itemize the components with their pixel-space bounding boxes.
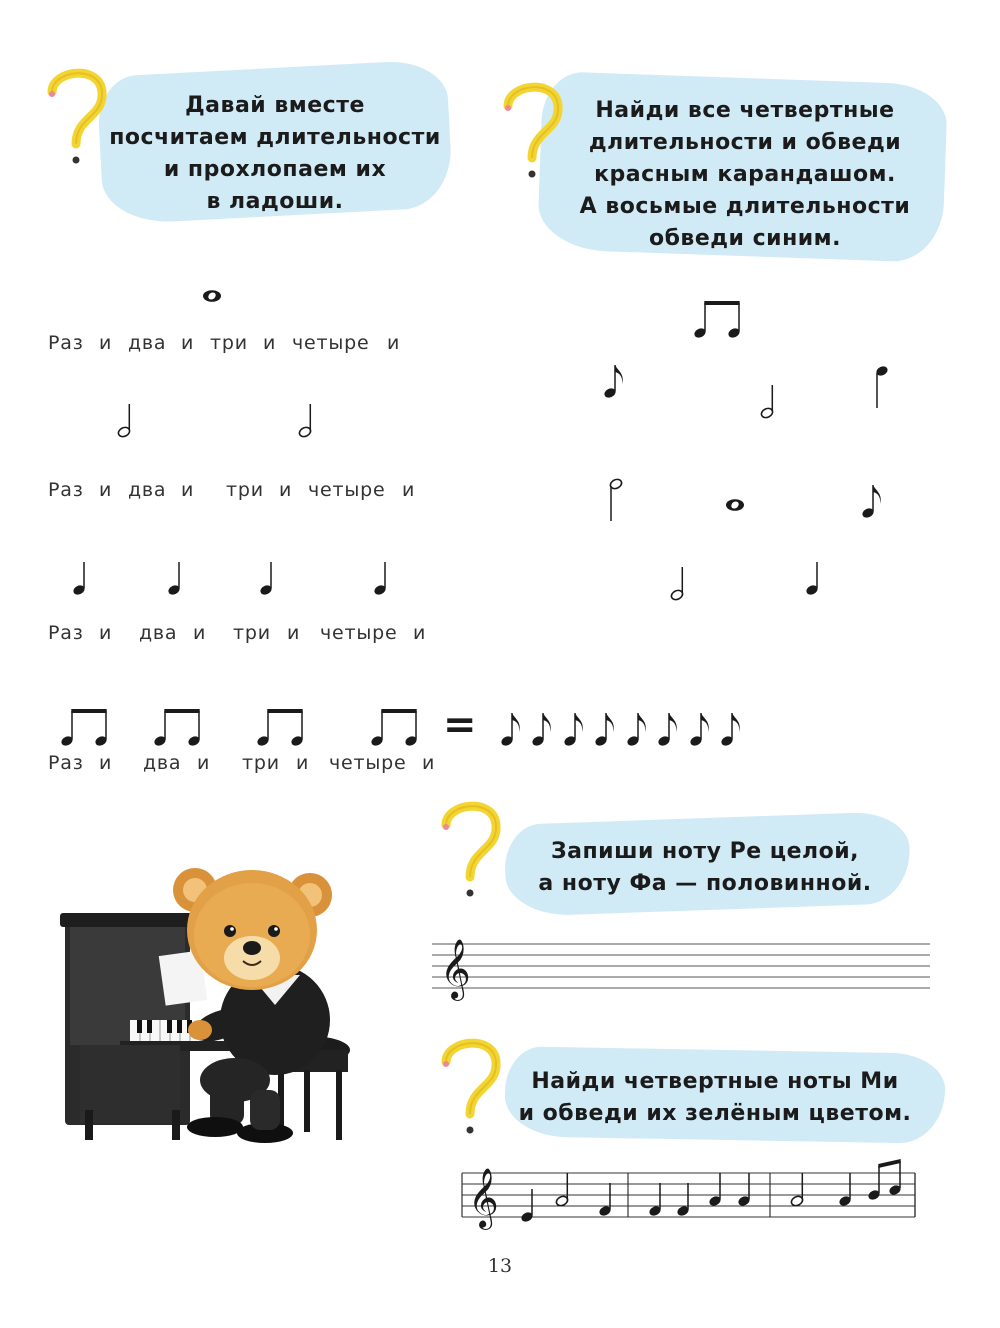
syllable: и: [287, 622, 301, 644]
syllable: четыре: [329, 752, 407, 774]
quarter-note: [373, 562, 387, 596]
quarter-note: [838, 1173, 852, 1207]
half-note: [117, 404, 131, 438]
eighth-note: [531, 713, 551, 747]
eighth-note: [563, 713, 583, 747]
syllable: и: [99, 479, 113, 501]
syllable: два: [143, 752, 182, 774]
quarter-note: [676, 1183, 690, 1217]
task-line: в ладоши.: [206, 189, 344, 214]
eighth-pair: [256, 709, 304, 747]
half-note: [760, 385, 774, 419]
eighth-note: [861, 485, 881, 519]
eighth-pair: [693, 301, 741, 339]
task-line: обведи синим.: [648, 226, 842, 251]
syllable: Раз: [48, 479, 84, 501]
eighth-note: [626, 713, 646, 747]
syllable: Раз: [48, 332, 84, 354]
syllable: два: [128, 332, 167, 354]
task-line: А восьмые длительности: [579, 194, 911, 219]
task-line: и прохлопаем их: [163, 157, 387, 182]
syllable: два: [128, 479, 167, 501]
task-line: Давай вместе: [185, 93, 365, 118]
syllable: и: [387, 332, 401, 354]
syllable: и: [279, 479, 293, 501]
syllable: и: [402, 479, 416, 501]
half-note: [790, 1173, 804, 1207]
quarter-note: [737, 1173, 751, 1207]
quarter-note: [708, 1173, 722, 1207]
syllable: Раз: [48, 622, 84, 644]
eighth-note: [603, 365, 623, 399]
task-line: и обведи их зелёным цветом.: [518, 1101, 912, 1126]
eighth-note: [500, 713, 520, 747]
teddy-bear-piano-illustration: [60, 855, 360, 1155]
task-line: посчитаем длительности: [109, 125, 441, 150]
whole-note: [726, 499, 744, 511]
half-note-stem-down: [609, 478, 623, 521]
eighth-note: [720, 713, 740, 747]
quarter-note: [648, 1183, 662, 1217]
syllable: и: [99, 332, 113, 354]
quarter-note: [805, 562, 819, 596]
syllable: и: [99, 622, 113, 644]
quarter-note-stem-down: [875, 365, 889, 408]
half-note: [670, 567, 684, 601]
whole-note: [203, 290, 221, 302]
eighth-note: [657, 713, 677, 747]
syllable: и: [263, 332, 277, 354]
eighth-pair: [60, 709, 108, 747]
half-note: [298, 404, 312, 438]
half-note: [555, 1173, 569, 1207]
syllable: и: [413, 622, 427, 644]
treble-clef-icon: 𝄞: [440, 939, 471, 999]
syllable: и: [99, 752, 113, 774]
task-line: Найди все четвертные: [595, 98, 895, 123]
equals-sign: =: [443, 702, 477, 748]
task-line: Найди четвертные ноты Ми: [531, 1069, 899, 1094]
syllable: и: [197, 752, 211, 774]
empty-staff: [432, 939, 930, 1001]
eighth-note: [689, 713, 709, 747]
syllable: три: [210, 332, 248, 354]
syllable: и: [422, 752, 436, 774]
syllable: и: [181, 479, 195, 501]
task-line: длительности и обведи: [588, 130, 902, 155]
syllable: и: [181, 332, 195, 354]
task-line: Запиши ноту Ре целой,: [550, 839, 860, 864]
syllable: три: [233, 622, 271, 644]
eighth-pair: [370, 709, 418, 747]
syllable: и: [296, 752, 310, 774]
syllable: три: [226, 479, 264, 501]
eighth-note: [594, 713, 614, 747]
task-line: а ноту Фа — половинной.: [538, 871, 872, 896]
page-number: 13: [487, 1255, 513, 1277]
quarter-note: [72, 562, 86, 596]
melody-staff: [462, 1159, 915, 1230]
syllable: четыре: [292, 332, 370, 354]
quarter-note: [259, 562, 273, 596]
syllable: четыре: [308, 479, 386, 501]
syllable: четыре: [320, 622, 398, 644]
syllable: два: [139, 622, 178, 644]
treble-clef-icon: 𝄞: [468, 1168, 499, 1228]
syllable: и: [193, 622, 207, 644]
quarter-note: [598, 1183, 612, 1217]
syllable: Раз: [48, 752, 84, 774]
syllable: три: [242, 752, 280, 774]
task-line: красным карандашом.: [594, 162, 896, 187]
eighth-pair: [153, 709, 201, 747]
quarter-note: [167, 562, 181, 596]
